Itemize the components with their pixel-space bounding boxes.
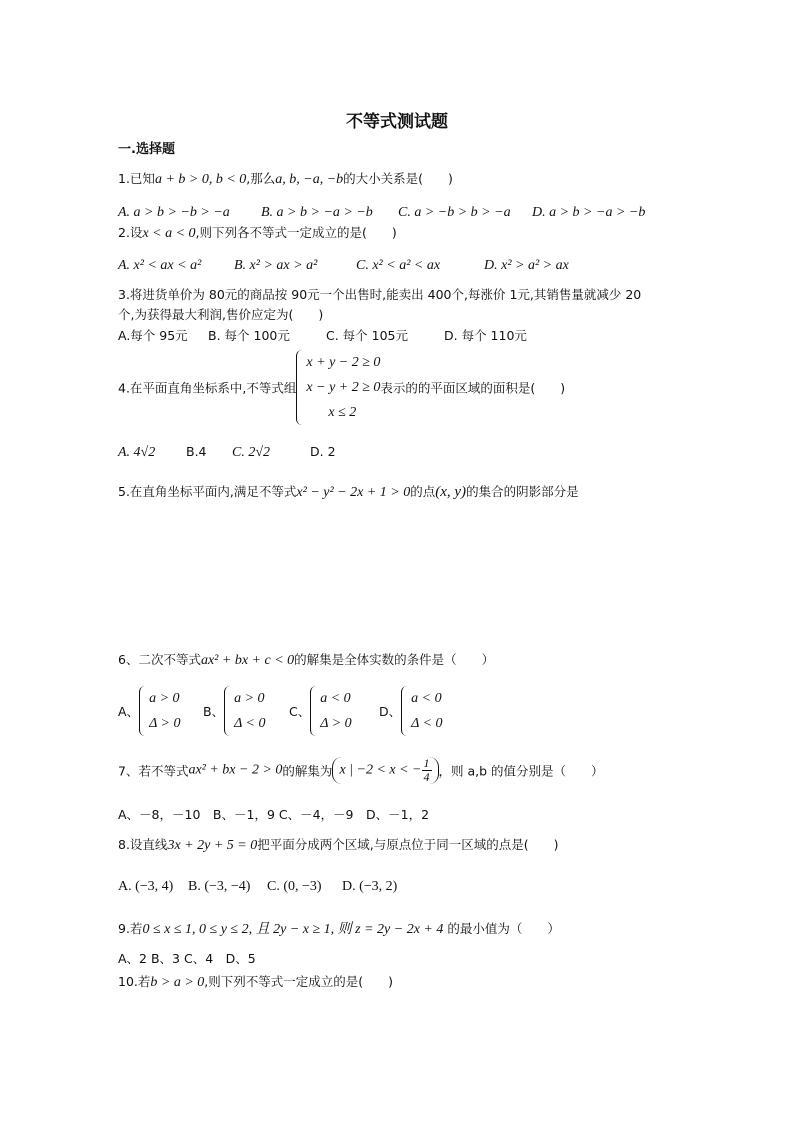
option-d: D. x² > a² > ax <box>484 258 569 273</box>
option-a: A、 a > 0 Δ > 0 <box>118 686 203 736</box>
question-8-options <box>118 877 397 896</box>
option-b: B.4 <box>186 444 207 459</box>
option-c: C. 2√2 <box>232 445 271 460</box>
question-2: 2.设x < a < 0,则下列各不等式一定成立的是( ) <box>118 225 397 241</box>
option-a: A. 4√2 <box>118 445 156 460</box>
option-d: D. a > b > −a > −b <box>532 205 646 220</box>
option-d: D. 每个 110元 <box>444 328 527 343</box>
page-title: 不等式测试题 <box>346 112 448 132</box>
question-6: 6、二次不等式ax² + bx + c < 0的解集是全体实数的条件是（ ） <box>118 652 495 668</box>
question-2-options <box>118 256 569 275</box>
option-d: D. 2 <box>310 444 336 459</box>
option-c: C. a > −b > b > −a <box>398 205 511 220</box>
option-a: A. x² < ax < a² <box>118 258 202 273</box>
question-7-options: A、－8，－10 B、－1，9 C、－4，－9 D、－1，2 <box>118 807 430 822</box>
question-1: 1.已知a + b > 0, b < 0,那么a, b, −a, −b的大小关系是( ) <box>118 171 453 187</box>
section-heading: 一.选择题 <box>118 142 175 157</box>
option-c: C. 每个 105元 <box>326 328 409 343</box>
question-7: 7、若不等式ax² + bx − 2 > 0的解集为 x | −2 < x < − $\frac{1}{4}$ ，则 a,b 的值分别是（ ） <box>118 756 604 784</box>
question-6-options <box>118 686 443 736</box>
question-3-options <box>118 327 527 345</box>
question-9-options: A、2 B、3 C、4 D、5 <box>118 951 256 966</box>
question-5: 5.在直角坐标平面内,满足不等式x² − y² − 2x + 1 > 0的点(x, y)的集合的阴影部分是 <box>118 484 579 500</box>
question-9: 9.若0 ≤ x ≤ 1, 0 ≤ y ≤ 2, 且 2y − x ≥ 1, 则 z = 2y − 2x + 4 的最小值为（ ） <box>118 921 560 937</box>
question-4: 4.在平面直角坐标系中,不等式组 x + y − 2 ≥ 0 x − y + 2 ≥ 0 x ≤ 2 表示的的平面区域的面积是( ) <box>118 350 565 425</box>
question-3: 3.将进货单价为 80元的商品按 90元一个出售时,能卖出 400个,每涨价 1元,其销售量就减少 20 <box>118 287 642 302</box>
solution-set: x | −2 < x < − $\frac{1}{4}$ <box>332 757 438 784</box>
question-1-options <box>118 203 645 222</box>
option-a: A.每个 95元 <box>118 328 188 343</box>
option-c: C、 a < 0 Δ > 0 <box>289 686 379 736</box>
option-b: B. (−3, −4) <box>188 879 251 894</box>
inequality-system: x + y − 2 ≥ 0 x − y + 2 ≥ 0 x ≤ 2 <box>296 350 380 425</box>
option-d: D. (−3, 2) <box>342 879 398 894</box>
option-c: C. x² < a² < ax <box>356 258 441 273</box>
option-b: B. 每个 100元 <box>208 328 290 343</box>
option-b: B. x² > ax > a² <box>234 258 318 273</box>
option-a: A. (−3, 4) <box>118 879 174 894</box>
option-d: D、 a < 0 Δ < 0 <box>379 686 443 736</box>
question-8: 8.设直线3x + 2y + 5 = 0把平面分成两个区域,与原点位于同一区域的点是( ) <box>118 837 559 853</box>
option-c: C. (0, −3) <box>267 879 322 894</box>
question-3-cont: 个,为获得最大利润,售价应定为( ) <box>118 307 324 322</box>
option-b: B、 a > 0 Δ < 0 <box>203 686 289 736</box>
option-a: A. a > b > −b > −a <box>118 205 230 220</box>
question-4-options <box>118 443 336 462</box>
question-10: 10.若b > a > 0,则下列不等式一定成立的是( ) <box>118 974 394 990</box>
option-b: B. a > b > −a > −b <box>261 205 373 220</box>
